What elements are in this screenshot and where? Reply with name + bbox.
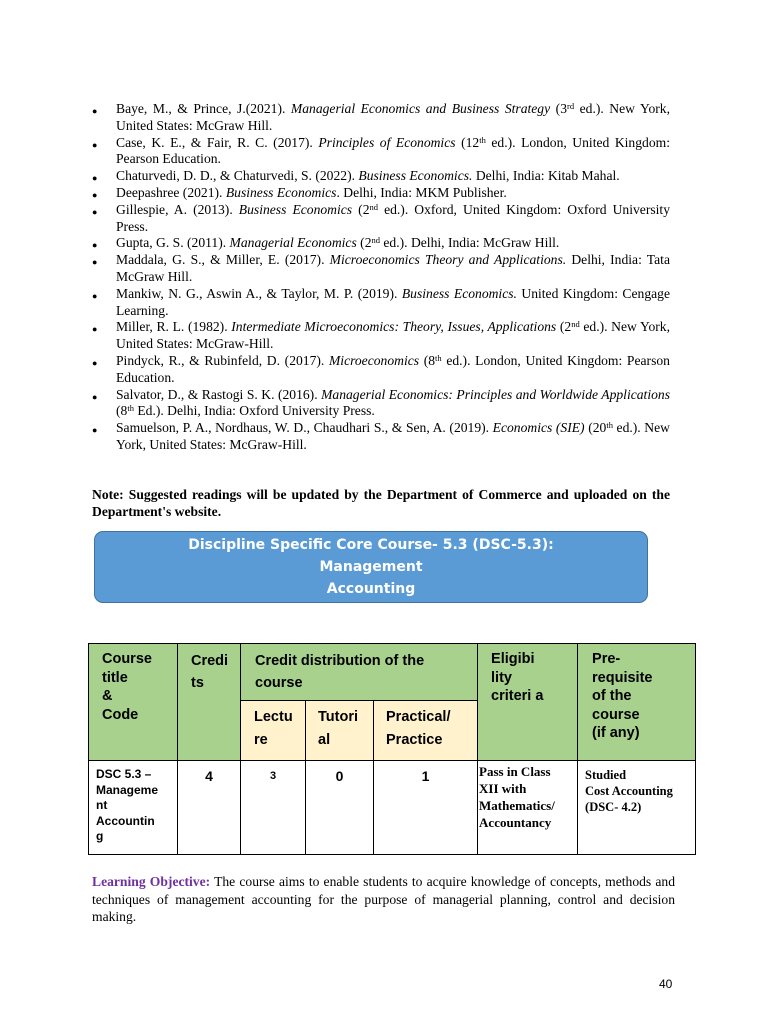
course-credit-table bbox=[88, 643, 696, 855]
learning-objective bbox=[92, 873, 675, 926]
cell-practical: 1 bbox=[374, 761, 478, 855]
reading-item: ● Chaturvedi, D. D., & Chaturvedi, S. (2022). Business Economics. Delhi, India: Kitab Mahal. bbox=[92, 168, 670, 185]
readings-note: Note: Suggested readings will be updated by the Department of Commerce and uploaded on the Department's website. bbox=[92, 487, 670, 519]
learning-objective-text: The course aims to enable students to acquire knowledge of concepts, methods and techniques of management accounting for the purpose of managerial planning, control and decision making. bbox=[92, 874, 675, 924]
banner-line: Discipline Specific Core Course- 5.3 (DSC-5.3): Management bbox=[188, 537, 554, 575]
reading-item: ● Mankiw, N. G., Aswin A., & Taylor, M. P. (2019). Business Economics. United Kingdom: Cengage Learning. bbox=[92, 286, 670, 320]
learning-objective-label: Learning Objective: bbox=[92, 874, 211, 889]
cell-eligibility: Pass in Class XII with Mathematics/ Accountancy bbox=[478, 761, 578, 855]
header-credit-distribution: Credit distribution of the course bbox=[241, 644, 478, 701]
header-practical: Practical/ Practice bbox=[374, 701, 478, 761]
cell-course-code: DSC 5.3 – Manageme nt Accountin g bbox=[89, 761, 178, 855]
header-tutorial: Tutori al bbox=[306, 701, 374, 761]
reading-item: ● Gillespie, A. (2013). Business Economics (2nd ed.). Oxford, United Kingdom: Oxford University Press. bbox=[92, 202, 670, 236]
header-prerequisite: Pre- requisite of the course (if any) bbox=[578, 644, 696, 761]
header-lecture: Lectu re bbox=[241, 701, 306, 761]
reading-item: ● Deepashree (2021). Business Economics. Delhi, India: MKM Publisher. bbox=[92, 185, 670, 202]
reading-item: ● Maddala, G. S., & Miller, E. (2017). Microeconomics Theory and Applications. Delhi, India: Tata McGraw Hill. bbox=[92, 252, 670, 286]
cell-credits: 4 bbox=[178, 761, 241, 855]
cell-tutorial: 0 bbox=[306, 761, 374, 855]
banner-line: Accounting bbox=[326, 581, 416, 597]
reading-item: ● Baye, M., & Prince, J.(2021). Managerial Economics and Business Strategy (3rd ed.). New York, United States: McGraw Hill. bbox=[92, 101, 670, 135]
course-title-banner bbox=[94, 531, 648, 603]
cell-prerequisite: Studied Cost Accounting (DSC- 4.2) bbox=[578, 761, 696, 855]
suggested-readings-list bbox=[92, 101, 670, 454]
reading-item: ● Miller, R. L. (1982). Intermediate Microeconomics: Theory, Issues, Applications (2nd ed.). New York, United States: McGraw-Hill. bbox=[92, 319, 670, 353]
reading-item: ● Salvator, D., & Rastogi S. K. (2016). Managerial Economics: Principles and Worldwide Applications (8th Ed.). Delhi, India: Oxford University Press. bbox=[92, 387, 670, 421]
reading-item: ● Samuelson, P. A., Nordhaus, W. D., Chaudhari S., & Sen, A. (2019). Economics (SIE) (20th ed.). New York, United States: McGraw-Hill. bbox=[92, 420, 670, 454]
reading-item: ● Case, K. E., & Fair, R. C. (2017). Principles of Economics (12th ed.). London, United Kingdom: Pearson Education. bbox=[92, 135, 670, 169]
reading-item: ● Gupta, G. S. (2011). Managerial Economics (2nd ed.). Delhi, India: McGraw Hill. bbox=[92, 235, 670, 252]
header-course-title: Course title & Code bbox=[89, 644, 178, 761]
reading-item: ● Pindyck, R., & Rubinfeld, D. (2017). Microeconomics (8th ed.). London, United Kingdom: Pearson Education. bbox=[92, 353, 670, 387]
cell-lecture: 3 bbox=[241, 761, 306, 855]
header-eligibility: Eligibi lity criteri a bbox=[478, 644, 578, 761]
page-number: 40 bbox=[659, 977, 673, 991]
header-credits: Credi ts bbox=[178, 644, 241, 761]
